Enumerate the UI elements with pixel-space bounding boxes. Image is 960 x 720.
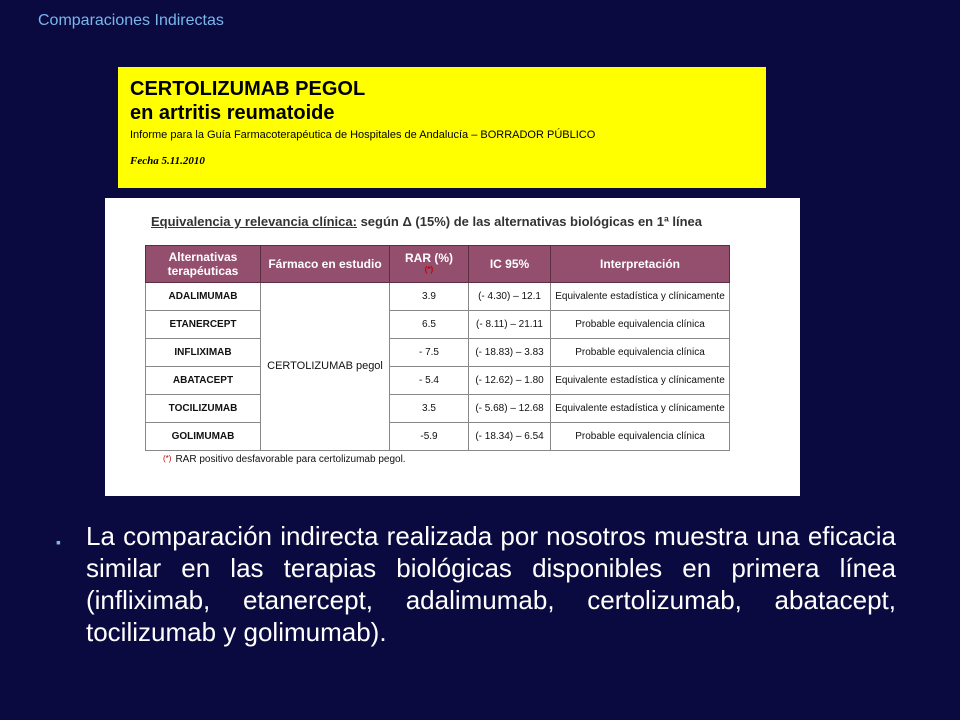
cell-interpretation: Probable equivalencia clínica	[551, 423, 730, 451]
cell-ic95: (- 5.68) – 12.68	[469, 395, 551, 423]
cell-alternative: ABATACEPT	[146, 367, 261, 395]
cell-interpretation: Probable equivalencia clínica	[551, 311, 730, 339]
cell-interpretation: Equivalente estadística y clínicamente	[551, 395, 730, 423]
table-row	[146, 311, 730, 339]
cell-alternative: GOLIMUMAB	[146, 423, 261, 451]
cell-interpretation: Equivalente estadística y clínicamente	[551, 367, 730, 395]
table-row	[146, 283, 730, 311]
report-banner	[118, 67, 766, 188]
header-ic95: IC 95%	[469, 246, 551, 283]
cell-alternative: ETANERCEPT	[146, 311, 261, 339]
table-footnote	[163, 454, 406, 465]
cell-rar: - 7.5	[390, 339, 469, 367]
cell-alternative: INFLIXIMAB	[146, 339, 261, 367]
header-interpretation: Interpretación	[551, 246, 730, 283]
table-header-row	[146, 246, 730, 283]
bullet-square-icon: ▪	[56, 534, 61, 550]
banner-title: CERTOLIZUMAB PEGOL	[130, 78, 366, 100]
cell-alternative: TOCILIZUMAB	[146, 395, 261, 423]
equivalence-table-panel	[105, 198, 800, 496]
cell-interpretation: Probable equivalencia clínica	[551, 339, 730, 367]
cell-ic95: (- 4.30) – 12.1	[469, 283, 551, 311]
cell-ic95: (- 12.62) – 1.80	[469, 367, 551, 395]
header-rar-label: RAR (%)	[405, 251, 453, 265]
header-rar-mark: (*)	[424, 265, 434, 274]
cell-ic95: (- 18.83) – 3.83	[469, 339, 551, 367]
cell-rar: 6.5	[390, 311, 469, 339]
cell-study-drug: CERTOLIZUMAB pegol	[261, 283, 390, 451]
cell-rar: - 5.4	[390, 367, 469, 395]
table-row	[146, 367, 730, 395]
panel-heading-lead: Equivalencia y relevancia clínica:	[151, 214, 357, 229]
banner-subtitle: en artritis reumatoide	[130, 102, 335, 124]
cell-ic95: (- 18.34) – 6.54	[469, 423, 551, 451]
cell-rar: 3.5	[390, 395, 469, 423]
table-row	[146, 423, 730, 451]
header-study-drug: Fármaco en estudio	[261, 246, 390, 283]
panel-heading-rest: según Δ (15%) de las alternativas biológicas en 1ª línea	[356, 214, 703, 229]
cell-alternative: ADALIMUMAB	[146, 283, 261, 311]
table-row	[146, 395, 730, 423]
header-alternatives: Alternativas terapéuticas	[146, 246, 261, 283]
footnote-mark: (*)	[163, 454, 172, 463]
table-row	[146, 339, 730, 367]
cell-rar: -5.9	[390, 423, 469, 451]
header-rar	[390, 246, 469, 283]
cell-rar: 3.9	[390, 283, 469, 311]
body-paragraph: La comparación indirecta realizada por nosotros muestra una eficacia similar en las terapias biológicas disponibles en primera línea (infliximab, etanercept, adalimumab, certolizumab, abatacept, tocilizumab y golimumab).	[86, 521, 896, 647]
equivalence-table	[145, 245, 730, 451]
panel-heading	[151, 214, 702, 229]
slide-label: Comparaciones Indirectas	[38, 12, 224, 29]
banner-date: Fecha 5.11.2010	[130, 155, 205, 167]
footnote-text: RAR positivo desfavorable para certolizumab pegol.	[175, 454, 406, 465]
cell-interpretation: Equivalente estadística y clínicamente	[551, 283, 730, 311]
cell-ic95: (- 8.11) – 21.11	[469, 311, 551, 339]
banner-report-line: Informe para la Guía Farmacoterapéutica de Hospitales de Andalucía – BORRADOR PÚBLICO	[130, 129, 596, 141]
